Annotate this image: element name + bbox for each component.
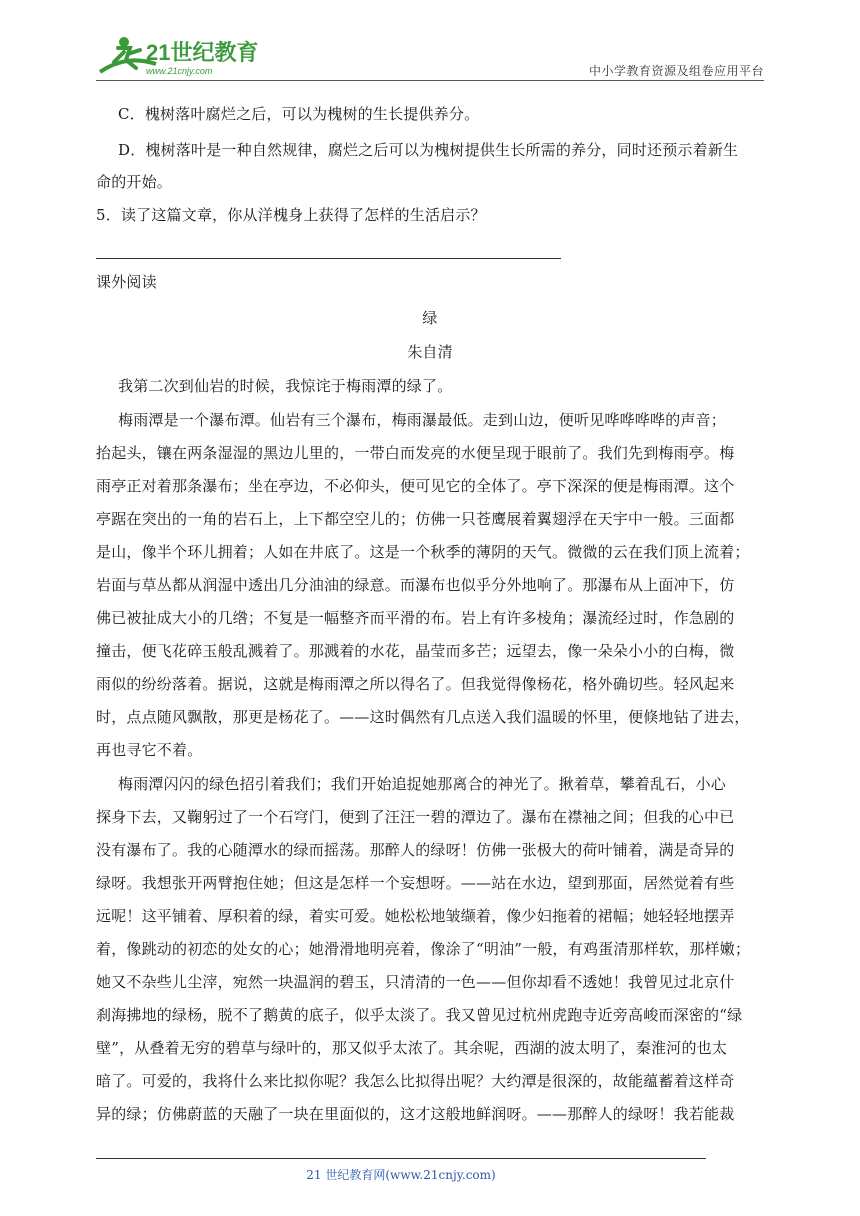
logo-url-text: www.21cnjy.com <box>146 66 213 76</box>
article-author: 朱自清 <box>407 343 453 361</box>
option-d-cont: 命的开始。 <box>96 173 173 191</box>
logo-text: 21世纪教育 <box>146 40 259 65</box>
paragraph-line: 抬起头，镶在两条湿湿的黑边儿里的，一带白而发亮的水便呈现于眼前了。我们先到梅雨亭。梅 <box>96 444 735 462</box>
paragraph-line: 暗了。可爱的，我将什么来比拟你呢？我怎么比拟得出呢？大约潭是很深的，故能蕴蓄着这样奇 <box>96 1072 735 1090</box>
logo-icon <box>96 34 276 78</box>
paragraph-line: 雨亭正对着那条瀑布；坐在亭边，不必仰头，便可见它的全体了。亭下深深的便是梅雨潭。这个 <box>96 477 735 495</box>
paragraph-line: 是山，像半个环儿拥着；人如在井底了。这是一个秋季的薄阴的天气。微微的云在我们顶上流着； <box>96 543 750 561</box>
paragraph-line: 没有瀑布了。我的心随潭水的绿而摇荡。那醉人的绿呀！仿佛一张极大的荷叶铺着，满是奇异的 <box>96 841 735 859</box>
section-label: 课外阅读 <box>96 273 157 291</box>
paragraph-line: 撞击，便飞花碎玉般乱溅着了。那溅着的水花，晶莹而多芒；远望去，像一朵朵小小的白梅，微 <box>96 642 735 660</box>
option-d: D．槐树落叶是一种自然规律，腐烂之后可以为槐树提供生长所需的养分，同时还预示着新生 <box>118 141 739 159</box>
paragraph-line: 着，像跳动的初恋的处女的心；她滑滑地明亮着，像涂了“明油”一般，有鸡蛋清那样软，那样嫩； <box>96 940 751 958</box>
paragraph-line: 我第二次到仙岩的时候，我惊诧于梅雨潭的绿了。 <box>118 377 453 395</box>
platform-label: 中小学教育资源及组卷应用平台 <box>588 64 764 78</box>
paragraph-line: 岩面与草丛都从润湿中透出几分油油的绿意。而瀑布也似乎分外地响了。那瀑布从上面冲下，仿 <box>96 576 735 594</box>
footer-divider <box>96 1158 706 1159</box>
paragraph-line: 时，点点随风飘散，那更是杨花了。——这时偶然有几点送入我们温暖的怀里，便倏地钻了进去， <box>96 708 750 726</box>
option-c: C．槐树落叶腐烂之后，可以为槐树的生长提供养分。 <box>118 105 480 123</box>
question-5: 5．读了这篇文章，你从洋槐身上获得了怎样的生活启示？ <box>96 206 486 224</box>
article-title: 绿 <box>422 309 438 327</box>
paragraph-line: 绿呀。我想张开两臂抱住她；但这是怎样一个妄想呀。——站在水边，望到那面，居然觉着有些 <box>96 874 735 892</box>
paragraph-line: 雨似的纷纷落着。据说，这就是梅雨潭之所以得名了。但我觉得像杨花，格外确切些。轻风起来 <box>96 675 735 693</box>
paragraph-line: 梅雨潭闪闪的绿色招引着我们；我们开始追捉她那离合的神光了。揪着草，攀着乱石，小心 <box>118 775 727 793</box>
paragraph-line: 亭踞在突出的一角的岩石上，上下都空空儿的；仿佛一只苍鹰展着翼翅浮在天宇中一般。三面都 <box>96 510 735 528</box>
paragraph-line: 壁”，从叠着无穷的碧草与绿叶的，那又似乎太浓了。其余呢，西湖的波太明了，秦淮河的也太 <box>96 1039 728 1057</box>
header-divider <box>96 80 764 81</box>
paragraph-line: 她又不杂些儿尘滓，宛然一块温润的碧玉，只清清的一色——但你却看不透她！我曾见过北京什 <box>96 973 735 991</box>
paragraph-line: 刹海拂地的绿杨，脱不了鹅黄的底子，似乎太淡了。我又曾见过杭州虎跑寺近旁高峻而深密的“绿 <box>96 1006 743 1024</box>
footer-link[interactable]: 21 世纪教育网(www.21cnjy.com) <box>306 1168 496 1182</box>
paragraph-line: 探身下去，又鞠躬过了一个石穹门，便到了汪汪一碧的潭边了。瀑布在襟袖之间；但我的心中已 <box>96 808 735 826</box>
paragraph-line: 远呢！这平铺着、厚积着的绿，着实可爱。她松松地皱缬着，像少妇拖着的裙幅；她轻轻地摆弄 <box>96 907 735 925</box>
paragraph-line: 佛已被扯成大小的几绺；不复是一幅整齐而平滑的布。岩上有许多棱角；瀑流经过时，作急剧的 <box>96 609 735 627</box>
answer-line <box>96 258 561 259</box>
paragraph-line: 再也寻它不着。 <box>96 741 203 759</box>
paragraph-line: 异的绿；仿佛蔚蓝的天融了一块在里面似的，这才这般地鲜润呀。——那醉人的绿呀！我若能裁 <box>96 1105 735 1123</box>
paragraph-line: 梅雨潭是一个瀑布潭。仙岩有三个瀑布，梅雨瀑最低。走到山边，便听见哗哗哗哗的声音； <box>118 411 727 429</box>
